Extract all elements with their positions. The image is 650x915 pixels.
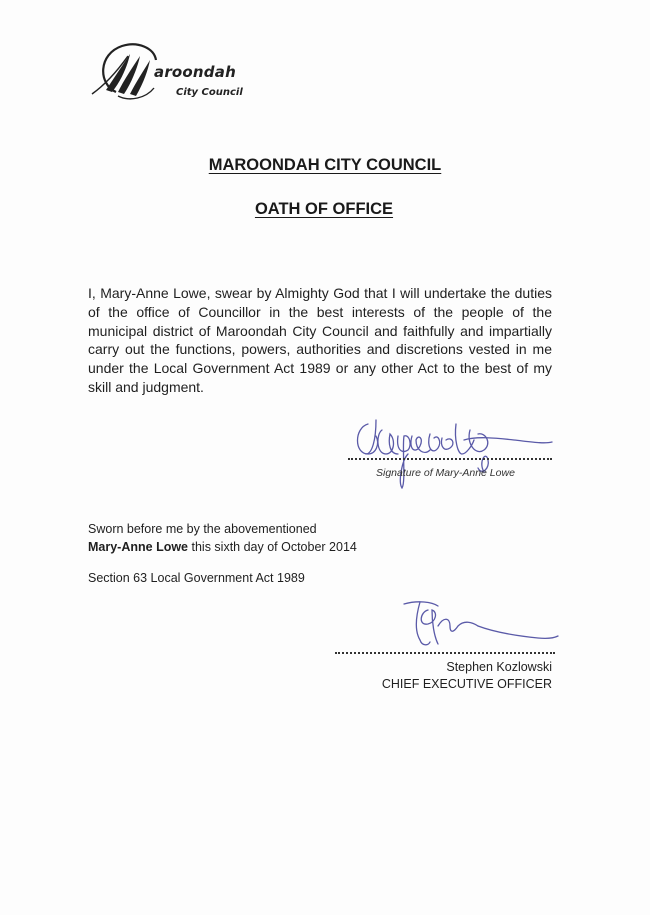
officer-signature-line xyxy=(335,652,555,654)
sworn-date-text: this sixth day of October 2014 xyxy=(188,540,357,554)
officer-title: CHIEF EXECUTIVE OFFICER xyxy=(381,677,552,691)
document-title: MAROONDAH CITY COUNCIL xyxy=(208,156,442,174)
officer-name: Stephen Kozlowski xyxy=(446,660,552,674)
logo-subtitle: City Council xyxy=(176,87,243,98)
councillor-signature-line xyxy=(348,458,552,460)
sworn-name: Mary-Anne Lowe xyxy=(88,540,189,554)
oath-paragraph: I, Mary-Anne Lowe, swear by Almighty God that I will undertake the duties of the office of Councillor in the best interests of the people of the municipal district of Maroondah City Council and faithfully and impartially carry out the functions, powers, authorities and discretions vested in me under the Local Government Act 1989 or any other Act to the best of my skill and judgment. xyxy=(88,285,552,395)
officer-signature-icon xyxy=(398,596,560,656)
council-logo xyxy=(88,40,258,105)
section-note: Section 63 Local Government Act 1989 xyxy=(88,571,305,585)
sworn-line-1: Sworn before me by the abovementioned xyxy=(88,522,317,536)
sworn-statement xyxy=(88,520,357,556)
sworn-line-2 xyxy=(88,538,357,556)
document-subtitle: OATH OF OFFICE xyxy=(254,200,394,218)
signature-caption: Signature of Mary-Anne Lowe xyxy=(376,467,515,479)
logo-name: aroondah xyxy=(154,63,236,81)
